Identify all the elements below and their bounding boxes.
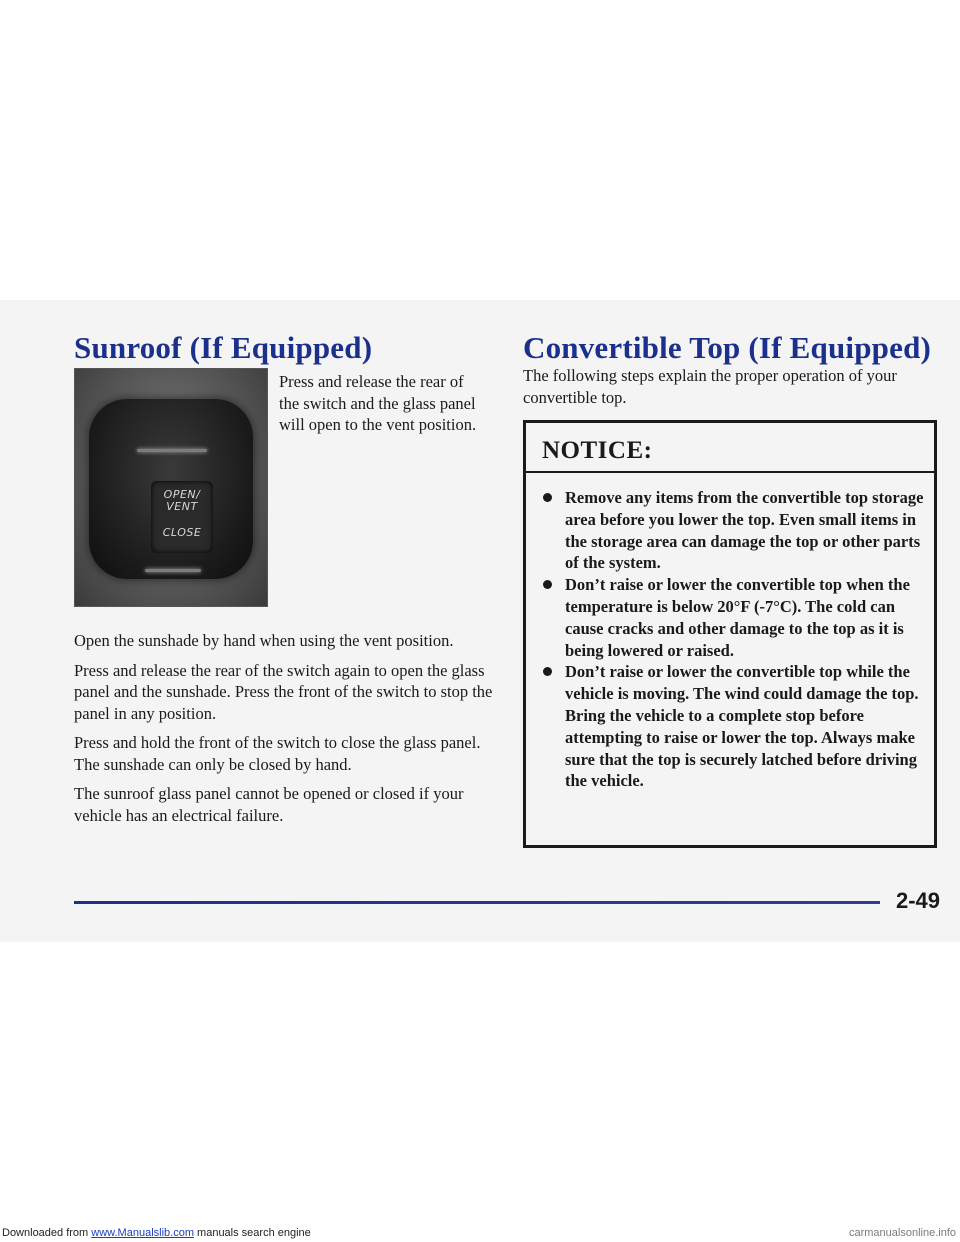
paragraph: The sunroof glass panel cannot be opened or closed if your vehicle has an electrical failure. [74, 784, 464, 825]
notice-item [540, 574, 924, 661]
switch-label-panel [151, 481, 213, 553]
download-footer [0, 1225, 960, 1242]
switch-housing [89, 399, 253, 579]
sunroof-intro: Press and release the rear of the switch and the glass panel will open to the vent position. [279, 372, 477, 434]
open-label: OPEN/ [163, 488, 201, 501]
footer-prefix: Downloaded from [2, 1227, 92, 1239]
sunroof-section [74, 330, 494, 366]
notice-item-text: Don’t raise or lower the convertible top when the temperature is below 20°F (-7°C). The cold can cause cracks and other damage to the top as it is being lowered or raised. [565, 575, 910, 660]
notice-box [523, 420, 937, 848]
notice-header [526, 423, 934, 473]
paragraph: Open the sunshade by hand when using the vent position. [74, 631, 454, 650]
sunroof-paragraphs [74, 630, 494, 834]
close-label: CLOSE [162, 526, 202, 539]
convertible-heading: Convertible Top (If Equipped) [523, 330, 932, 365]
notice-item [540, 661, 924, 792]
paragraph: Press and hold the front of the switch to close the glass panel. The sunshade can only be closed by hand. [74, 733, 481, 774]
bullet-icon [543, 580, 552, 589]
bullet-icon [543, 667, 552, 676]
notice-title: NOTICE: [542, 437, 653, 464]
page-number: 2-49 [896, 888, 941, 913]
sunroof-switch-photo [74, 368, 268, 607]
switch-ridge-bottom [145, 569, 201, 572]
vent-label: VENT [166, 500, 198, 513]
footer-suffix: manuals search engine [193, 1227, 311, 1239]
watermark-text: carmanualsonline.info [848, 1227, 956, 1239]
footer-rule [74, 901, 880, 904]
manualslib-link[interactable]: www.Manualslib.com [91, 1227, 194, 1239]
notice-list [526, 487, 934, 792]
notice-item-text: Don’t raise or lower the convertible top while the vehicle is moving. The wind could damage the top. Bring the vehicle to a complete stop before attempting to raise or lower the top. Always make sure that the top is securely latched before driving the vehicle. [565, 662, 919, 791]
bullet-icon [543, 493, 552, 502]
paragraph: Press and release the rear of the switch again to open the glass panel and the sunshade. Press the front of the switch to stop the panel in any position. [74, 660, 493, 723]
convertible-intro: The following steps explain the proper operation of your convertible top. [523, 366, 897, 407]
notice-item [540, 487, 924, 574]
switch-ridge-top [137, 449, 207, 452]
sunroof-heading: Sunroof (If Equipped) [74, 330, 373, 365]
notice-item-text: Remove any items from the convertible top storage area before you lower the top. Even small items in the storage area can damage the top or other parts of the system. [565, 488, 924, 573]
footer-left [2, 1225, 311, 1242]
convertible-section [523, 330, 943, 366]
